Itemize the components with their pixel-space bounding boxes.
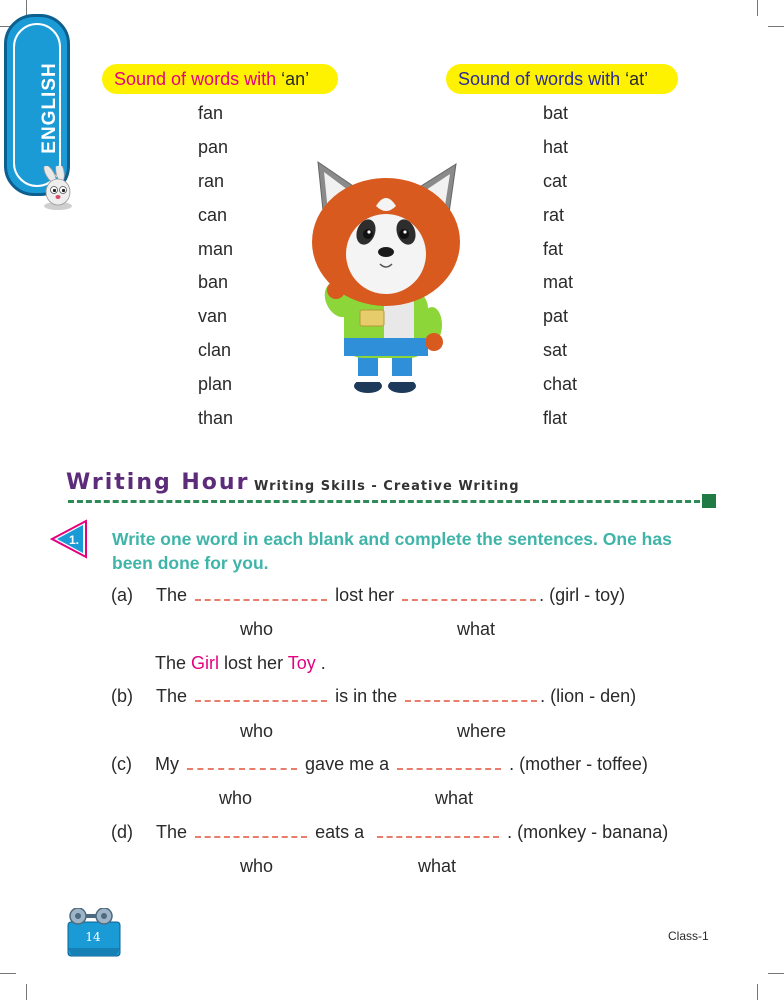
example-text: lost her xyxy=(219,653,288,673)
blank-hint: where xyxy=(457,721,507,741)
an-word: plan xyxy=(198,374,233,394)
exercise-number: 1. xyxy=(68,533,80,547)
red-panda-mascot xyxy=(300,150,470,400)
example-answer-word: Toy xyxy=(287,653,316,673)
an-word: ban xyxy=(198,272,229,292)
blank-hint: who xyxy=(240,721,274,741)
item-hint-words: . (lion - den) xyxy=(540,686,637,706)
answer-blank[interactable] xyxy=(377,836,499,838)
crop-mark xyxy=(26,984,27,1000)
crop-mark xyxy=(768,26,784,27)
item-text: is in the xyxy=(335,686,398,706)
crop-mark xyxy=(768,973,784,974)
an-word: can xyxy=(198,205,228,225)
item-text: My xyxy=(155,754,180,774)
answer-blank[interactable] xyxy=(195,836,307,838)
at-words-header xyxy=(446,64,678,94)
section-subtitle: Writing Skills - Creative Writing xyxy=(254,479,520,494)
at-word: flat xyxy=(543,408,568,428)
item-text: gave me a xyxy=(305,754,390,774)
item-text: The xyxy=(156,686,188,706)
answer-blank[interactable] xyxy=(195,700,327,702)
item-hint-words: . (mother - toffee) xyxy=(509,754,648,774)
item-label: (b) xyxy=(111,686,133,706)
subject-tab-label: ENGLISH xyxy=(39,62,60,154)
answer-blank[interactable] xyxy=(397,768,501,770)
item-text: The xyxy=(156,585,188,605)
item-label: (a) xyxy=(111,585,133,605)
crop-mark xyxy=(757,0,758,16)
blank-hint: who xyxy=(240,856,274,876)
divider-end-square xyxy=(702,494,716,508)
example-text: The xyxy=(155,653,192,673)
exercise-item-c xyxy=(111,754,648,775)
answer-blank[interactable] xyxy=(402,599,536,601)
at-header-highlight: ‘at’ xyxy=(625,69,649,89)
blank-hint: who xyxy=(240,619,274,639)
page-number: 14 xyxy=(85,930,101,944)
exercise-item-a xyxy=(111,585,625,606)
an-header-prefix: Sound of words with xyxy=(114,69,282,89)
exercise-item-b xyxy=(111,686,636,707)
at-word: sat xyxy=(543,340,568,360)
an-word: fan xyxy=(198,103,224,123)
exercise-item-d xyxy=(111,822,668,843)
at-header-prefix: Sound of words with xyxy=(458,69,626,89)
an-word: van xyxy=(198,306,228,326)
an-word: than xyxy=(198,408,234,428)
at-word: cat xyxy=(543,171,568,191)
crop-mark xyxy=(0,973,16,974)
example-text: . xyxy=(315,653,326,673)
example-answer xyxy=(155,653,326,674)
at-word: pat xyxy=(543,306,569,326)
item-text: The xyxy=(156,822,188,842)
blank-hint: what xyxy=(435,788,474,808)
item-label: (c) xyxy=(111,754,132,774)
crop-mark xyxy=(26,0,27,16)
section-divider xyxy=(68,500,700,503)
class-label: Class-1 xyxy=(668,929,709,943)
item-label: (d) xyxy=(111,822,133,842)
blank-hint: what xyxy=(457,619,496,639)
item-hint-words: . (monkey - banana) xyxy=(507,822,669,842)
blank-hint: who xyxy=(219,788,253,808)
at-word: hat xyxy=(543,137,569,157)
bunny-icon xyxy=(36,166,80,216)
an-word: pan xyxy=(198,137,229,157)
an-word: ran xyxy=(198,171,225,191)
item-text: lost her xyxy=(335,585,395,605)
at-word: mat xyxy=(543,272,574,292)
at-word: chat xyxy=(543,374,578,394)
example-answer-word: Girl xyxy=(191,653,220,673)
answer-blank[interactable] xyxy=(195,599,327,601)
answer-blank[interactable] xyxy=(405,700,537,702)
at-word: bat xyxy=(543,103,569,123)
an-words-header xyxy=(102,64,338,94)
item-text: eats a xyxy=(315,822,365,842)
an-word: man xyxy=(198,239,234,259)
exercise-instruction: Write one word in each blank and complete the sentences. One has been done for you. xyxy=(112,529,672,573)
at-word: rat xyxy=(543,205,565,225)
section-title: Writing Hour xyxy=(66,470,250,495)
item-hint-words: . (girl - toy) xyxy=(539,585,626,605)
answer-blank[interactable] xyxy=(187,768,297,770)
exercise-number-badge xyxy=(50,519,88,559)
an-header-highlight: ‘an’ xyxy=(281,69,310,89)
at-word: fat xyxy=(543,239,564,259)
an-word: clan xyxy=(198,340,232,360)
crop-mark xyxy=(757,984,758,1000)
blank-hint: what xyxy=(418,856,457,876)
